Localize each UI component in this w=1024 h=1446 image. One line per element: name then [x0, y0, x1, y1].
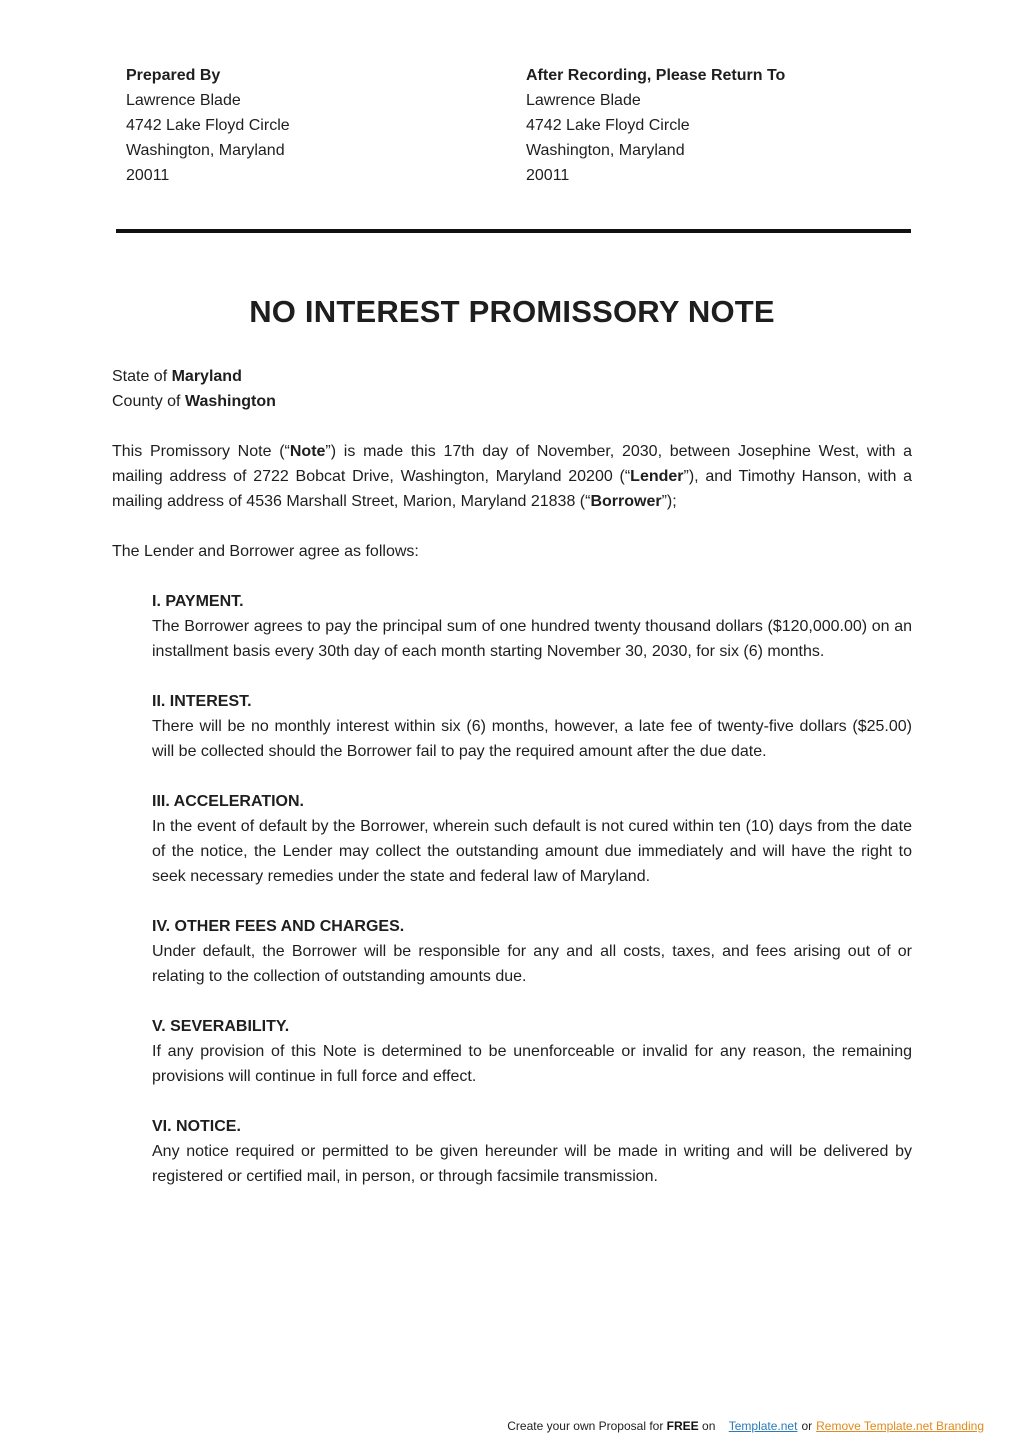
- prepared-by-city: Washington, Maryland: [126, 142, 285, 159]
- prepared-by-heading: Prepared By: [126, 67, 221, 84]
- return-to-city: Washington, Maryland: [526, 142, 685, 159]
- county-value: Washington: [184, 393, 276, 410]
- section-text: There will be no monthly interest within six (6) months, however, a late fee of twenty-five dollars ($25.00) will be collected should the Borrower fail to pay the required amount after the due date.: [152, 718, 912, 760]
- header-divider: [116, 229, 911, 233]
- remove-branding-link[interactable]: Remove Template.net Branding: [816, 1419, 984, 1433]
- section-text: Any notice required or permitted to be given hereunder will be made in writing and will be delivered by registered or certified mail, in person, or through facsimile transmission.: [152, 1143, 912, 1185]
- section-other-fees: [152, 914, 912, 989]
- section-text: If any provision of this Note is determined to be unenforceable or invalid for any reason, the remaining provisions will continue in full force and effect.: [152, 1043, 912, 1085]
- section-acceleration: [152, 789, 912, 889]
- prepared-by-zip: 20011: [126, 167, 170, 184]
- branding-footer: [0, 1419, 984, 1433]
- intro-text-2: ”) is made this 17th day of November, 2030, between Josephine West, with a mailing address of 2722 Bobcat Drive, Washington, Maryland 20200 (“: [112, 443, 913, 485]
- section-interest: [152, 689, 912, 764]
- section-heading: V. SEVERABILITY.: [152, 1018, 290, 1035]
- section-payment: [152, 589, 912, 664]
- state-value: Maryland: [171, 368, 242, 385]
- note-term: Note: [289, 443, 326, 460]
- return-to-heading: After Recording, Please Return To: [526, 67, 786, 84]
- terms-sections: [152, 589, 912, 1214]
- footer-prefix: Create your own Proposal for: [507, 1419, 667, 1433]
- prepared-by-street: 4742 Lake Floyd Circle: [126, 117, 290, 134]
- jurisdiction-block: [112, 364, 912, 414]
- section-heading: III. ACCELERATION.: [152, 793, 304, 810]
- state-label: State of: [112, 368, 172, 385]
- section-heading: I. PAYMENT.: [152, 593, 244, 610]
- section-heading: IV. OTHER FEES AND CHARGES.: [152, 918, 405, 935]
- return-to-name: Lawrence Blade: [526, 92, 641, 109]
- county-line: [112, 389, 912, 414]
- section-heading: VI. NOTICE.: [152, 1118, 241, 1135]
- borrower-term: Borrower: [590, 493, 662, 510]
- intro-paragraph: [112, 439, 912, 514]
- section-notice: [152, 1114, 912, 1189]
- state-line: [112, 364, 912, 389]
- template-net-link[interactable]: Template.net: [728, 1419, 798, 1433]
- intro-text-1: This Promissory Note (“: [112, 443, 290, 460]
- lender-term: Lender: [630, 468, 684, 485]
- prepared-by-name: Lawrence Blade: [126, 92, 241, 109]
- prepared-by-block: [126, 63, 290, 188]
- footer-free: FREE: [666, 1419, 699, 1433]
- document-title: NO INTEREST PROMISSORY NOTE: [249, 294, 775, 329]
- section-text: The Borrower agrees to pay the principal sum of one hundred twenty thousand dollars ($120,000.00) on an installment basis every 30th day of each month starting November 30, 2030, for six (6) months.: [152, 618, 912, 660]
- county-label: County of: [112, 393, 185, 410]
- agree-statement: The Lender and Borrower agree as follows:: [112, 543, 419, 560]
- return-to-block: [526, 63, 785, 188]
- section-heading: II. INTEREST.: [152, 693, 252, 710]
- section-text: In the event of default by the Borrower, wherein such default is not cured within ten (10) days from the date of the notice, the Lender may collect the outstanding amount due immediately and will have the right to seek necessary remedies under the state and federal law of Maryland.: [152, 818, 912, 885]
- intro-text-4: ”);: [661, 493, 677, 510]
- intro-text-3: ”), and Timothy Hanson, with a mailing address of 4536 Marshall Street, Marion, Maryland 21838 (“: [112, 468, 913, 510]
- footer-or: or: [801, 1419, 813, 1433]
- section-text: Under default, the Borrower will be responsible for any and all costs, taxes, and fees arising out of or relating to the collection of outstanding amounts due.: [152, 943, 912, 985]
- return-to-street: 4742 Lake Floyd Circle: [526, 117, 690, 134]
- section-severability: [152, 1014, 912, 1089]
- footer-on: on: [698, 1419, 716, 1433]
- return-to-zip: 20011: [526, 167, 570, 184]
